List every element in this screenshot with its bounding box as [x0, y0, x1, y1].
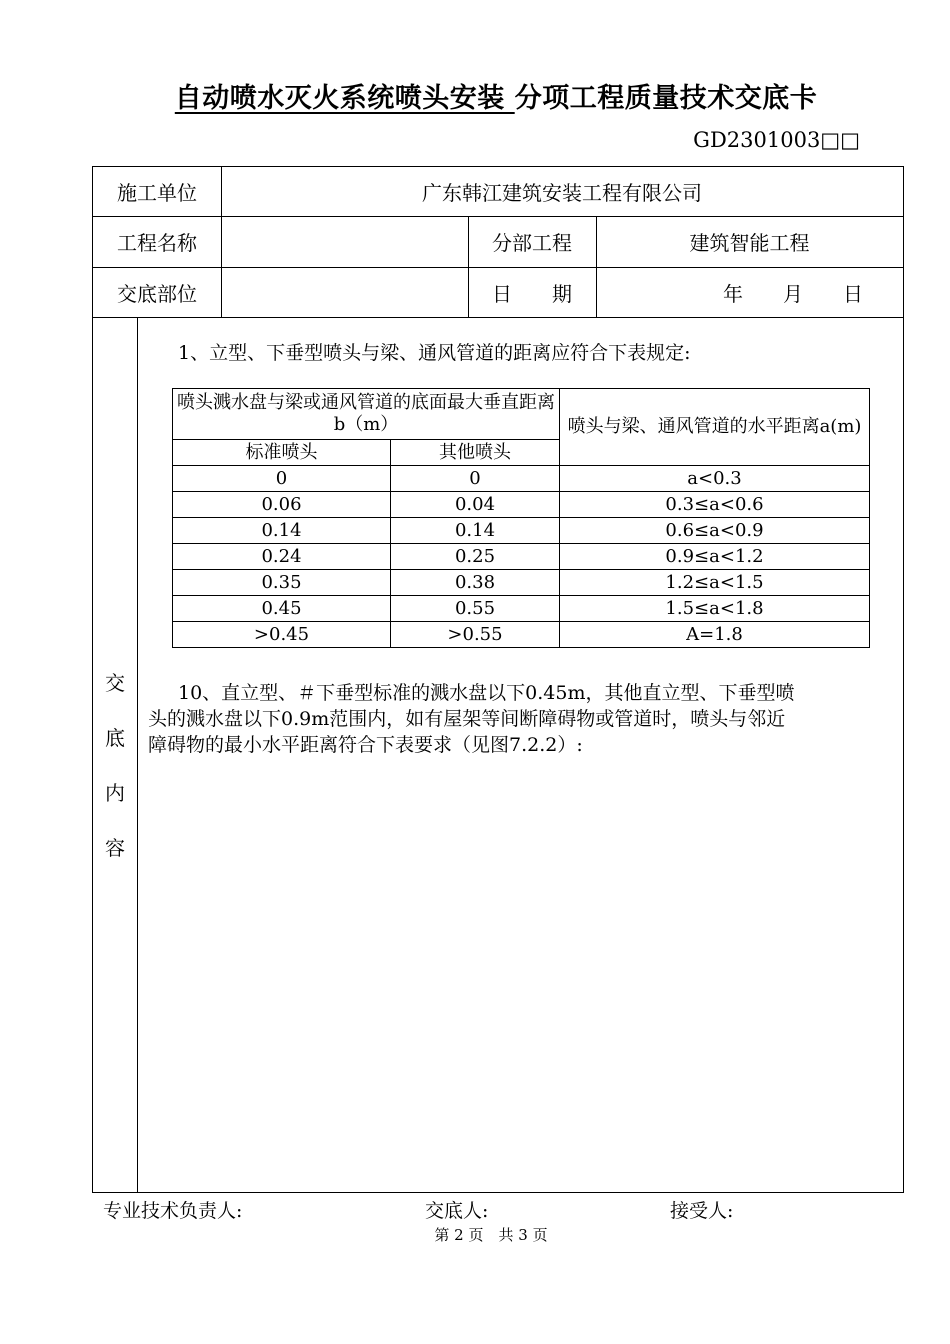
- table-row: [173, 570, 870, 596]
- table-header-other: 其他喷头: [391, 440, 560, 466]
- table-row: [173, 544, 870, 570]
- page-number: 第 2 页 共 3 页: [434, 1226, 548, 1244]
- cell-other: 0: [391, 466, 560, 492]
- side-char: 容: [105, 836, 125, 860]
- side-char: 内: [105, 781, 125, 805]
- table-header-horizontal-distance: 喷头与梁、通风管道的水平距离a(m): [560, 389, 870, 466]
- cell-other: 0.38: [391, 570, 560, 596]
- sub-project-label: 分部工程: [492, 231, 572, 255]
- item-10-text: [148, 680, 898, 758]
- cell-horizontal: A=1.8: [560, 622, 870, 648]
- title-underlined: 自动喷水灭火系统喷头安装: [174, 83, 515, 114]
- cell-horizontal: 0.6≤a<0.9: [560, 518, 870, 544]
- unit-value: 广东韩江建筑安装工程有限公司: [422, 181, 702, 205]
- project-name-value[interactable]: [221, 216, 468, 267]
- item-10-line: 障碍物的最小水平距离符合下表要求（见图7.2.2）:: [148, 734, 583, 756]
- table-row: [173, 492, 870, 518]
- table-row: [173, 466, 870, 492]
- cell-standard: 0.14: [173, 518, 391, 544]
- cell-standard: 0.35: [173, 570, 391, 596]
- side-char: 交: [105, 671, 125, 695]
- cell-standard: >0.45: [173, 622, 391, 648]
- receiver-signature-label: 接受人:: [670, 1200, 734, 1222]
- disclosure-part-value[interactable]: [221, 267, 468, 317]
- cell-horizontal: 1.5≤a<1.8: [560, 596, 870, 622]
- content-section-label: [93, 667, 137, 861]
- table-row: [173, 518, 870, 544]
- sub-project-value: 建筑智能工程: [689, 231, 810, 255]
- tech-lead-signature-label: 专业技术负责人:: [103, 1200, 243, 1222]
- cell-horizontal: a<0.3: [560, 466, 870, 492]
- cell-other: 0.55: [391, 596, 560, 622]
- discloser-signature-label: 交底人:: [425, 1200, 489, 1222]
- cell-horizontal: 0.3≤a<0.6: [560, 492, 870, 518]
- cell-other: 0.14: [391, 518, 560, 544]
- cell-standard: 0.06: [173, 492, 391, 518]
- unit-label: 施工单位: [117, 181, 197, 205]
- title-rest: 分项工程质量技术交底卡: [514, 83, 818, 114]
- item-1-text: 1、立型、下垂型喷头与梁、通风管道的距离应符合下表规定:: [178, 342, 691, 364]
- cell-other: >0.55: [391, 622, 560, 648]
- item-10-line: 10、直立型、＃下垂型标准的溅水盘以下0.45m，其他直立型、下垂型喷: [178, 682, 795, 704]
- content-side-divider: [137, 317, 138, 1192]
- table-header-vertical-distance: 喷头溅水盘与梁或通风管道的底面最大垂直距离b（m）: [173, 389, 560, 440]
- cell-horizontal: 1.2≤a<1.5: [560, 570, 870, 596]
- cell-standard: 0.45: [173, 596, 391, 622]
- beam-distance-table: [172, 388, 870, 648]
- cell-other: 0.25: [391, 544, 560, 570]
- document-title: [0, 76, 950, 115]
- document-code: GD2301003□□: [693, 128, 860, 152]
- project-name-label: 工程名称: [117, 231, 197, 255]
- item-10-line: 头的溅水盘以下0.9m范围内，如有屋架等间断障碍物或管道时，喷头与邻近: [148, 708, 786, 730]
- table-row: [173, 622, 870, 648]
- cell-standard: 0.24: [173, 544, 391, 570]
- cell-horizontal: 0.9≤a<1.2: [560, 544, 870, 570]
- table-header-standard: 标准喷头: [173, 440, 391, 466]
- disclosure-part-label: 交底部位: [117, 281, 197, 306]
- table-row: [173, 596, 870, 622]
- date-label: 日 期: [492, 281, 572, 306]
- date-value[interactable]: 年 月 日: [723, 281, 863, 306]
- cell-standard: 0: [173, 466, 391, 492]
- cell-other: 0.04: [391, 492, 560, 518]
- row-divider: [93, 317, 903, 318]
- side-char: 底: [105, 726, 125, 750]
